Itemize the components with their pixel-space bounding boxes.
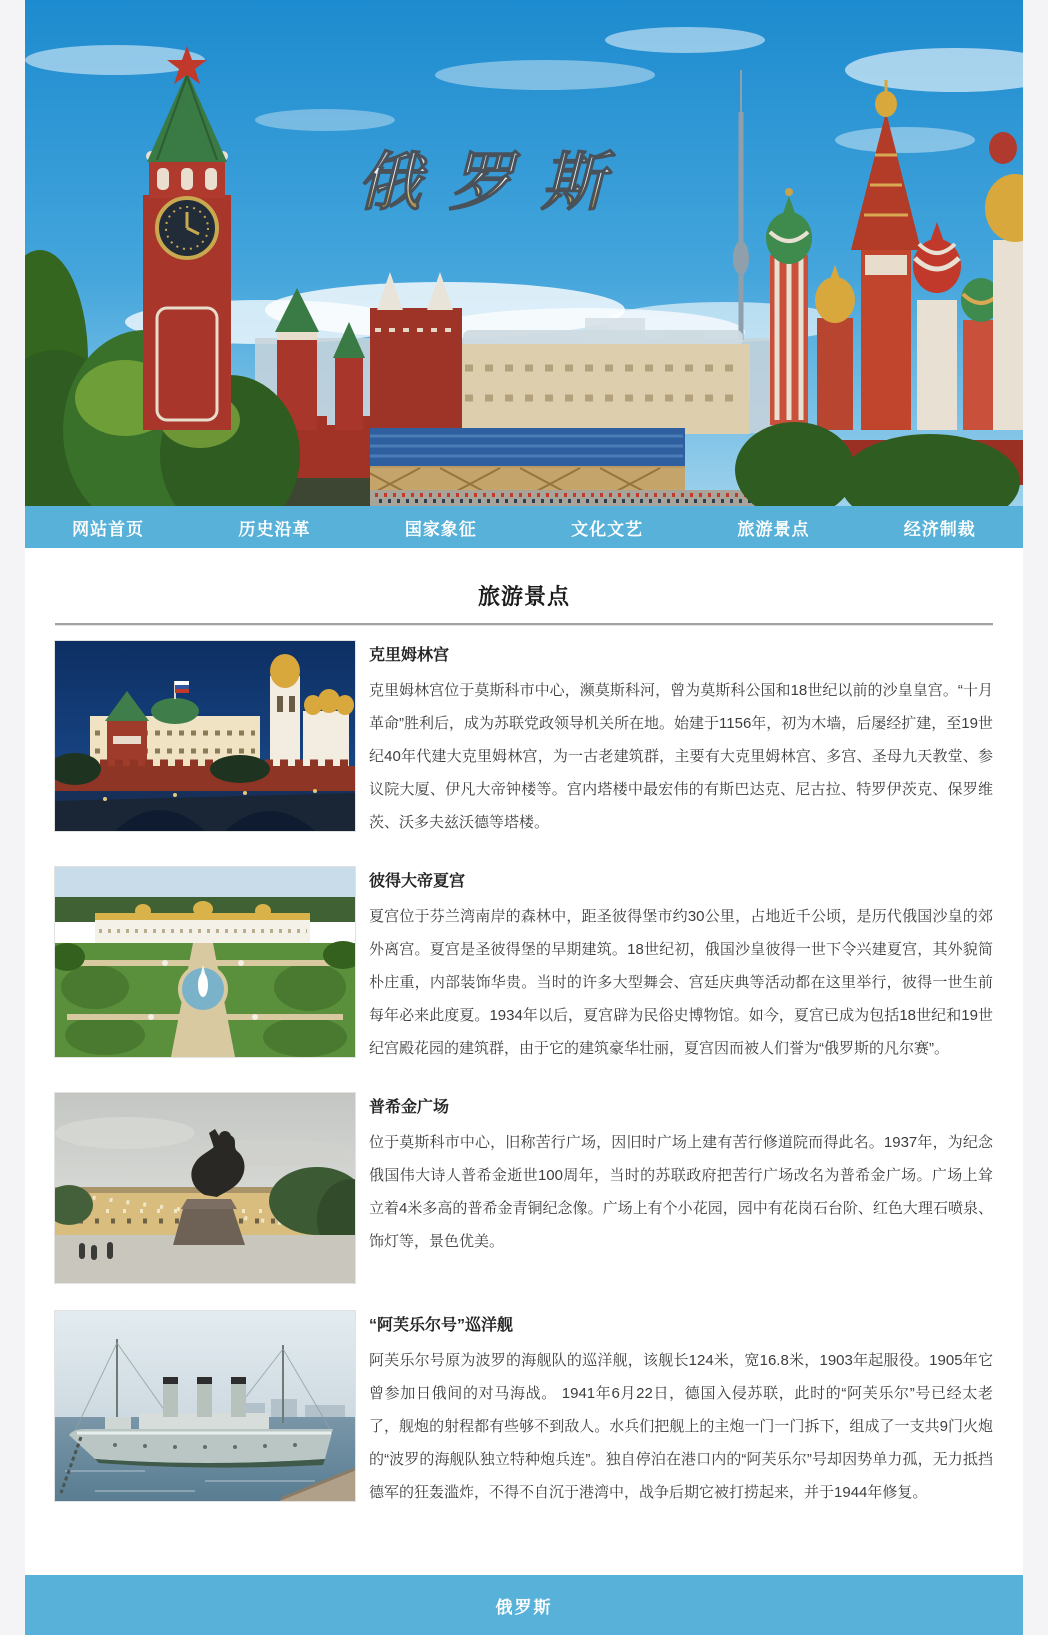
section-divider [55,623,993,625]
section-title: 旅游景点 [477,584,570,609]
attraction-description-aurora: 阿芙乐尔号原为波罗的海舰队的巡洋舰，该舰长124米，宽16.8米，1903年起服役。1905年它曾参加日俄间的对马海战。 1941年6月22日，德国入侵苏联，此时的“阿芙乐尔”号已经太老了，舰炮的射程都有些够不到敌人。水兵们把舰上的主炮一门一门拆下，组成了一支共9门火炮的“波罗的海舰队独立特种炮兵连”。独自停泊在港口内的“阿芙乐尔”号却因势单力孤，无力抵挡德军的狂轰滥炸，不得不自沉于港湾中，战争后期它被打捞起来，并于1944年修复。 [369,1352,993,1501]
nav-item-economic-sanctions[interactable]: 经济制裁 [903,519,976,539]
hero-photo-red-square [25,0,1023,506]
attraction-description-peterhof: 夏宫位于芬兰湾南岸的森林中，距圣彼得堡市约30公里，占地近千公顷，是历代俄国沙皇的郊外离宫。夏宫是圣彼得堡的早期建筑。18世纪初，俄国沙皇彼得一世下令兴建夏宫，其外貌简朴庄重，内部装饰华贵。当时的许多大型舞会、宫廷庆典等活动都在这里举行，彼得一世生前每年必来此度夏。1934年以后，夏宫辟为民俗史博物馆。如今，夏宫已成为包括18世纪和19世纪宫殿花园的建筑群，由于它的建筑豪华壮丽，夏宫因而被人们誉为“俄罗斯的凡尔赛”。 [369,908,993,1057]
attraction-text [369,1311,993,1509]
pushkin-square-image [55,1093,355,1283]
attraction-item-peterhof [55,867,993,1065]
aurora-cruiser-photo [55,1311,355,1501]
page-footer [25,1575,1023,1635]
pushkin-square-statue-photo [55,1093,355,1283]
peterhof-image [55,867,355,1057]
attraction-text [369,641,993,839]
kremlin-palace-image [55,641,355,831]
nav-item-history[interactable]: 历史沿革 [238,519,311,539]
aurora-cruiser-image [55,1311,355,1501]
attraction-item-kremlin [55,641,993,839]
attraction-title-peterhof: 彼得大帝夏宫 [369,873,466,890]
hero-banner [25,0,1023,506]
nav-item-national-symbol[interactable]: 国家象征 [404,519,477,539]
peterhof-gardens-photo [55,867,355,1057]
nav-item-attractions[interactable]: 旅游景点 [737,519,810,539]
kremlin-palace-photo [55,641,355,831]
page-container [25,0,1023,1635]
attractions-section [25,548,1023,1575]
attraction-item-pushkin-square [55,1093,993,1283]
hero-title: 俄罗斯 [357,146,633,218]
nav-item-culture-art[interactable]: 文化文艺 [571,519,644,539]
attraction-text [369,1093,993,1283]
attraction-title-aurora: “阿芙乐尔号”巡洋舰 [369,1317,514,1334]
main-nav [25,506,1023,548]
attraction-text [369,867,993,1065]
attraction-title-kremlin: 克里姆林宫 [369,647,450,664]
nav-item-home[interactable]: 网站首页 [72,519,145,539]
footer-text: 俄罗斯 [495,1597,553,1617]
attraction-description-kremlin: 克里姆林宫位于莫斯科市中心，濒莫斯科河，曾为莫斯科公国和18世纪以前的沙皇皇宫。“十月革命”胜利后，成为苏联党政领导机关所在地。始建于1156年，初为木墙，后屡经扩建，至19世纪40年代建大克里姆林宫，为一古老建筑群，主要有大克里姆林宫、多宫、圣母九天教堂、参议院大厦、伊凡大帝钟楼等。宫内塔楼中最宏伟的有斯巴达克、尼古拉、特罗伊茨克、保罗维茨、沃多夫兹沃德等塔楼。 [369,682,993,831]
attraction-item-aurora [55,1311,993,1509]
attraction-description-pushkin-square: 位于莫斯科市中心，旧称苦行广场，因旧时广场上建有苦行修道院而得此名。1937年，为纪念俄国伟大诗人普希金逝世100周年，当时的苏联政府把苦行广场改名为普希金广场。广场上耸立着4米多高的普希金青铜纪念像。广场上有个小花园，园中有花岗石台阶、红色大理石喷泉、饰灯等，景色优美。 [369,1134,993,1250]
attraction-title-pushkin-square: 普希金广场 [369,1099,450,1116]
